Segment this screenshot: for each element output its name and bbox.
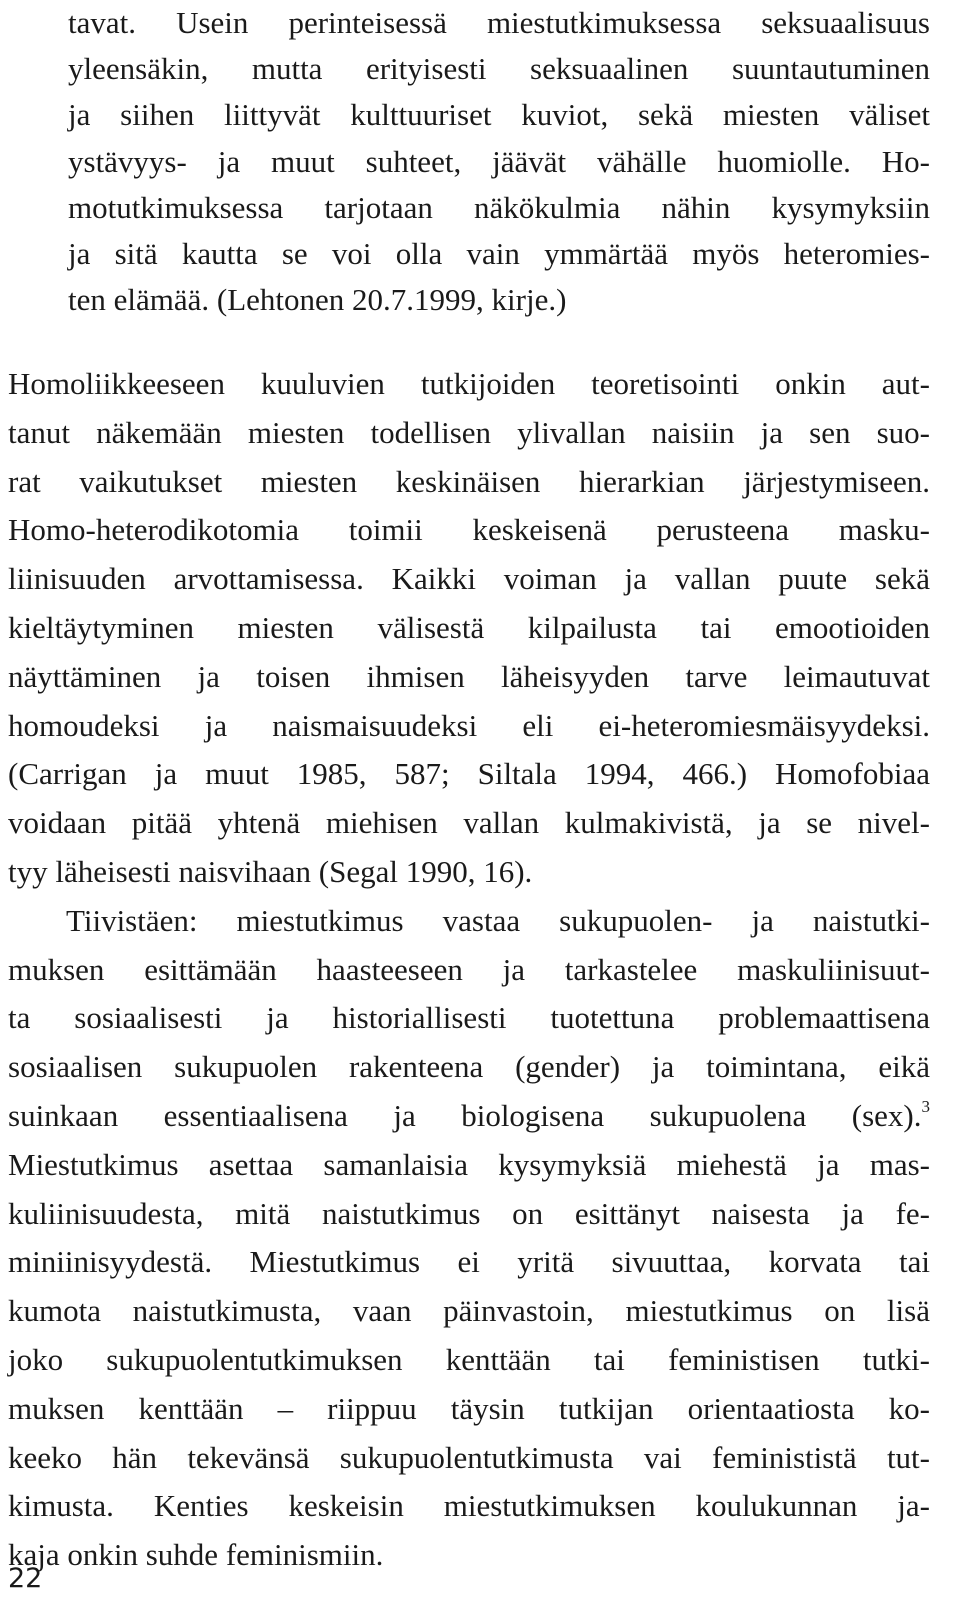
block-quote xyxy=(68,0,930,323)
text-line: keeko hän tekevänsä sukupuolentutkimusta vai feminististä tut- xyxy=(8,1439,930,1475)
text-line: miniinisyydestä. Miestutkimus ei yritä sivuuttaa, korvata tai xyxy=(8,1244,930,1280)
quote-line: motutkimuksessa tarjotaan näkökulmia nähin kysymyksiin xyxy=(68,189,930,225)
text-line: rat vaikutukset miesten keskinäisen hierarkian järjestymiseen. xyxy=(8,463,930,499)
paragraph-1 xyxy=(8,360,930,897)
quote-line: ja sitä kautta se voi olla vain ymmärtää myös heteromies- xyxy=(68,235,930,271)
paragraph-2 xyxy=(8,897,930,1580)
text-line: tyy läheisesti naisvihaan (Segal 1990, 16). xyxy=(8,853,533,889)
text-line: voidaan pitää yhtenä miehisen vallan kulmakivistä, ja se nivel- xyxy=(8,805,930,841)
text-line-content: suinkaan essentiaalisena ja biologisena sukupuolena (sex). xyxy=(8,1097,922,1133)
quote-line: yleensäkin, mutta erityisesti seksuaalinen suuntautuminen xyxy=(68,51,930,87)
text-line: (Carrigan ja muut 1985, 587; Siltala 1994, 466.) Homofobiaa xyxy=(8,756,930,792)
text-line-with-footnote xyxy=(8,1092,930,1141)
quote-line: tavat. Usein perinteisessä miestutkimuksessa seksuaalisuus xyxy=(68,5,930,40)
text-line: liinisuuden arvottamisessa. Kaikki voiman ja vallan puute sekä xyxy=(8,561,930,597)
text-line: muksen esittämään haasteeseen ja tarkastelee maskuliinisuut- xyxy=(8,951,930,987)
text-line: muksen kenttään – riippuu täysin tutkijan orientaatiosta ko- xyxy=(8,1390,930,1426)
text-line: kaja onkin suhde feminismiin. xyxy=(8,1537,384,1573)
text-line: ta sosiaalisesti ja historiallisesti tuotettuna problemaattisena xyxy=(8,1000,930,1036)
quote-line: ystävyys- ja muut suhteet, jäävät vähälle huomiolle. Ho- xyxy=(68,143,930,179)
text-line: Homo-heterodikotomia toimii keskeisenä perusteena masku- xyxy=(8,512,930,548)
quote-line: ten elämää. (Lehtonen 20.7.1999, kirje.) xyxy=(68,282,567,318)
text-line: sosiaalisen sukupuolen rakenteena (gender) ja toimintana, eikä xyxy=(8,1049,930,1085)
text-line: kumota naistutkimusta, vaan päinvastoin, miestutkimus on lisä xyxy=(8,1293,930,1329)
text-line: tanut näkemään miesten todellisen ylivallan naisiin ja sen suo- xyxy=(8,414,930,450)
text-line: kimusta. Kenties keskeisin miestutkimuksen koulukunnan ja- xyxy=(8,1488,930,1524)
text-line: näyttäminen ja toisen ihmisen läheisyyden tarve leimautuvat xyxy=(8,658,930,694)
text-line: kieltäytyminen miesten välisestä kilpailusta tai emootioiden xyxy=(8,609,930,645)
text-line: kuliinisuudesta, mitä naistutkimus on esittänyt naisesta ja fe- xyxy=(8,1195,930,1231)
text-line: homoudeksi ja naismaisuudeksi eli ei-heteromiesmäisyydeksi. xyxy=(8,707,930,743)
text-line: Tiivistäen: miestutkimus vastaa sukupuolen- ja naistutki- xyxy=(66,902,930,938)
quote-line: ja siihen liittyvät kulttuuriset kuviot, sekä miesten väliset xyxy=(68,97,930,133)
text-line: Homoliikkeeseen kuuluvien tutkijoiden teoretisointi onkin aut- xyxy=(8,366,930,401)
body-text xyxy=(8,360,930,1580)
page-number: 22 xyxy=(8,1563,43,1594)
footnote-marker[interactable]: 3 xyxy=(921,1096,930,1116)
text-line: Miestutkimus asettaa samanlaisia kysymyksiä miehestä ja mas- xyxy=(8,1146,930,1182)
text-line: joko sukupuolentutkimuksen kenttään tai feministisen tutki- xyxy=(8,1341,930,1377)
